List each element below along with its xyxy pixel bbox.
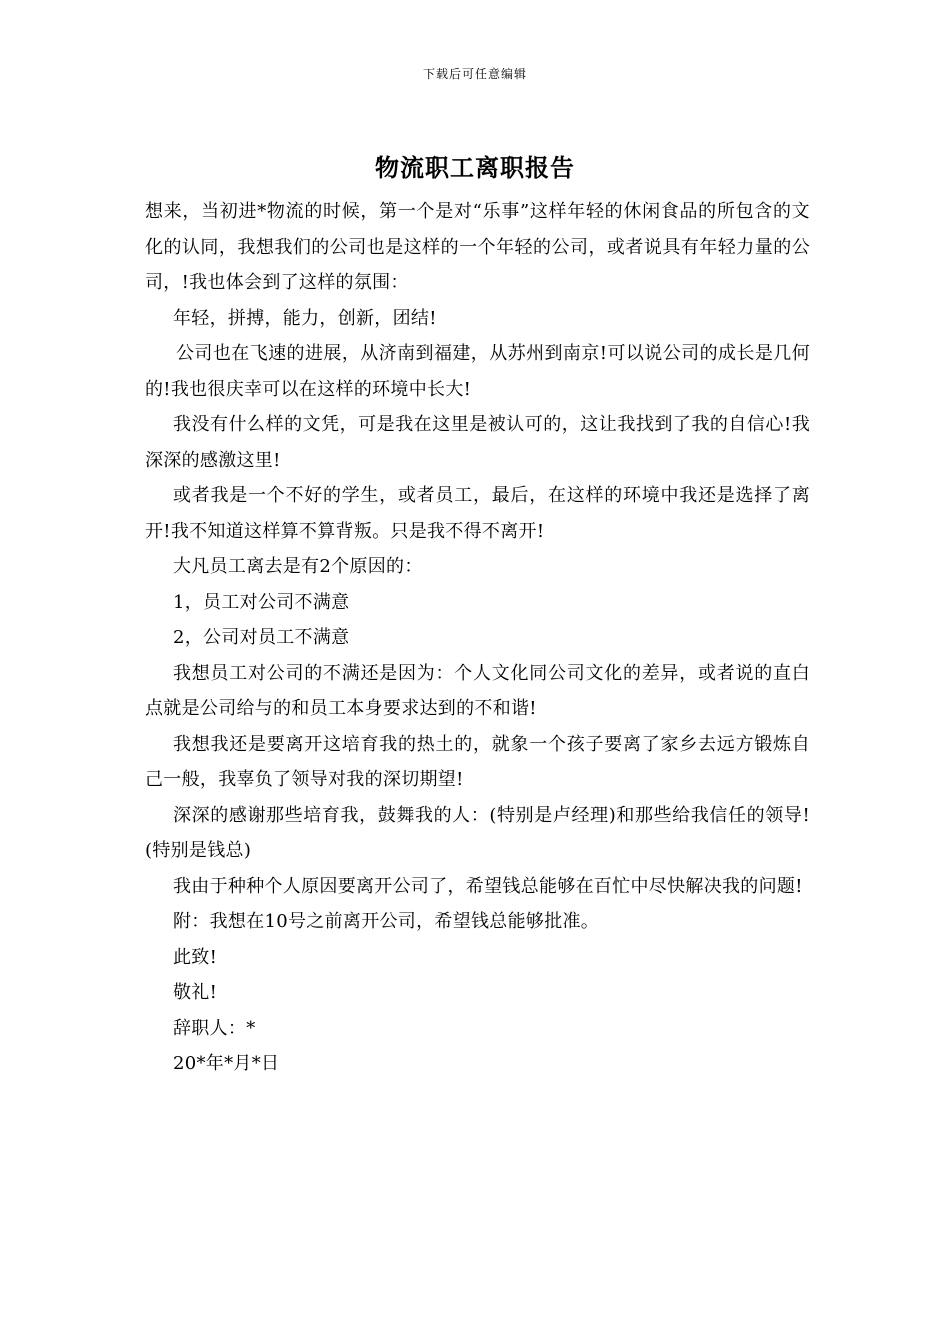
page-header-note: 下载后可任意编辑 [422, 67, 527, 81]
paragraph-thanks: 深深的感谢那些培育我，鼓舞我的人：(特别是卢经理)和那些给我信任的领导!(特别是钱总) [145, 804, 810, 861]
date-line: 20*年*月*日 [173, 1053, 280, 1074]
paragraph-hometown: 我想我还是要离开这培育我的热土的，就象一个孩子要离了家乡去远方锻炼自己一般，我辜负了领导对我的深切期望! [145, 733, 810, 790]
paragraph-leaving: 或者我是一个不好的学生，或者员工，最后，在这样的环境中我还是选择了离开!我不知道这样算不算背叛。只是我不得不离开! [145, 485, 810, 542]
closing-regards: 敬礼! [173, 982, 218, 1003]
paragraph-intro: 想来，当初进*物流的时候，第一个是对“乐事”这样年轻的休闲食品的所包含的文化的认同，我想我们的公司也是这样的一个年轻的公司，或者说具有年轻力量的公司，!我也体会到了这样的氛围： [145, 201, 810, 293]
paragraph-values: 年轻，拼搏，能力，创新，团结! [173, 307, 437, 329]
document-body [145, 194, 810, 1082]
paragraph-request: 我由于种种个人原因要离开公司了，希望钱总能够在百忙中尽快解决我的问题! [173, 875, 803, 897]
document-title: 物流职工离职报告 [375, 153, 575, 182]
paragraph-reason-1: 1，员工对公司不满意 [173, 591, 350, 613]
paragraph-recognition: 我没有什么样的文凭，可是我在这里是被认可的，这让我找到了我的自信心!我深深的感激这里! [145, 414, 810, 471]
closing-salutation: 此致! [173, 946, 218, 968]
paragraph-appendix: 附：我想在10号之前离开公司，希望钱总能够批准。 [173, 911, 600, 932]
paragraph-reason-2: 2，公司对员工不满意 [173, 627, 350, 648]
paragraph-growth: 公司也在飞速的进展，从济南到福建，从苏州到南京!可以说公司的成长是几何的!我也很庆幸可以在这样的环境中长大! [145, 343, 810, 400]
paragraph-culture: 我想员工对公司的不满还是因为：个人文化同公司文化的差异，或者说的直白点就是公司给与的和员工本身要求达到的不和谐! [145, 662, 810, 719]
signature-line: 辞职人：* [173, 1017, 256, 1039]
paragraph-reasons-intro: 大凡员工离去是有2个原因的： [173, 556, 423, 577]
